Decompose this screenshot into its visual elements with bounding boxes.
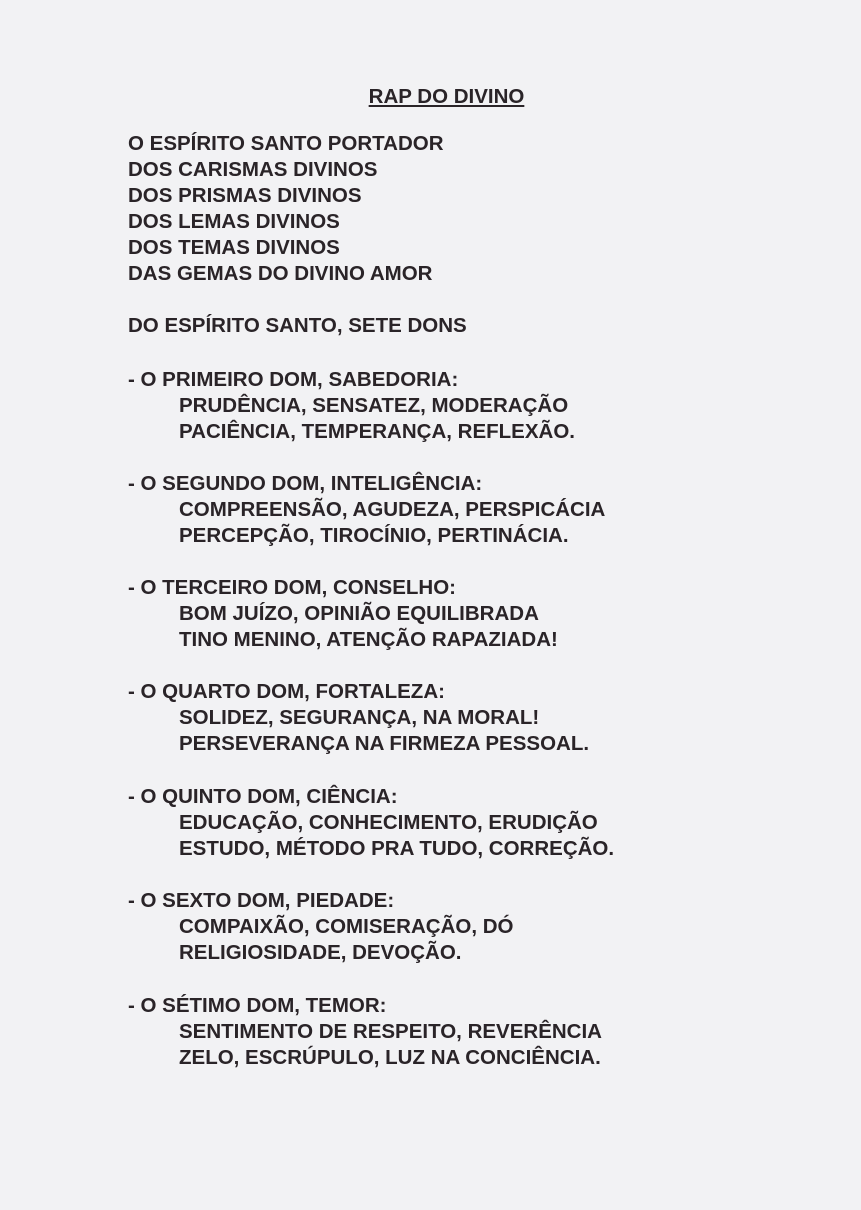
gift-line: SOLIDEZ, SEGURANÇA, NA MORAL! <box>179 706 540 729</box>
gift-line: PERCEPÇÃO, TIROCÍNIO, PERTINÁCIA. <box>179 524 569 547</box>
intro-line: DAS GEMAS DO DIVINO AMOR <box>128 262 433 285</box>
intro-line: DOS PRISMAS DIVINOS <box>128 184 362 207</box>
gift-heading: - O QUARTO DOM, FORTALEZA: <box>128 680 445 703</box>
intro-line: O ESPÍRITO SANTO PORTADOR <box>128 132 444 155</box>
intro-line: DOS TEMAS DIVINOS <box>128 236 340 259</box>
intro-line: DOS LEMAS DIVINOS <box>128 210 340 233</box>
gift-heading: - O QUINTO DOM, CIÊNCIA: <box>128 785 398 808</box>
gift-line: PACIÊNCIA, TEMPERANÇA, REFLEXÃO. <box>179 420 575 443</box>
gift-heading: - O PRIMEIRO DOM, SABEDORIA: <box>128 368 459 391</box>
gifts-intro: DO ESPÍRITO SANTO, SETE DONS <box>128 314 467 337</box>
gift-heading: - O SEGUNDO DOM, INTELIGÊNCIA: <box>128 472 483 495</box>
gift-line: PERSEVERANÇA NA FIRMEZA PESSOAL. <box>179 732 590 755</box>
intro-line: DOS CARISMAS DIVINOS <box>128 158 378 181</box>
gift-line: ESTUDO, MÉTODO PRA TUDO, CORREÇÃO. <box>179 837 615 860</box>
gift-heading: - O SEXTO DOM, PIEDADE: <box>128 889 395 912</box>
gift-line: ZELO, ESCRÚPULO, LUZ NA CONCIÊNCIA. <box>179 1046 601 1069</box>
gift-line: BOM JUÍZO, OPINIÃO EQUILIBRADA <box>179 602 539 625</box>
gift-line: PRUDÊNCIA, SENSATEZ, MODERAÇÃO <box>179 394 569 417</box>
gift-heading: - O SÉTIMO DOM, TEMOR: <box>128 994 387 1017</box>
gift-line: SENTIMENTO DE RESPEITO, REVERÊNCIA <box>179 1020 602 1043</box>
gift-line: COMPAIXÃO, COMISERAÇÃO, DÓ <box>179 915 514 938</box>
gift-line: COMPREENSÃO, AGUDEZA, PERSPICÁCIA <box>179 498 606 521</box>
gift-heading: - O TERCEIRO DOM, CONSELHO: <box>128 576 456 599</box>
gift-line: RELIGIOSIDADE, DEVOÇÃO. <box>179 941 462 964</box>
gift-line: EDUCAÇÃO, CONHECIMENTO, ERUDIÇÃO <box>179 811 598 834</box>
page-title: RAP DO DIVINO <box>368 85 525 108</box>
gift-line: TINO MENINO, ATENÇÃO RAPAZIADA! <box>179 628 558 651</box>
